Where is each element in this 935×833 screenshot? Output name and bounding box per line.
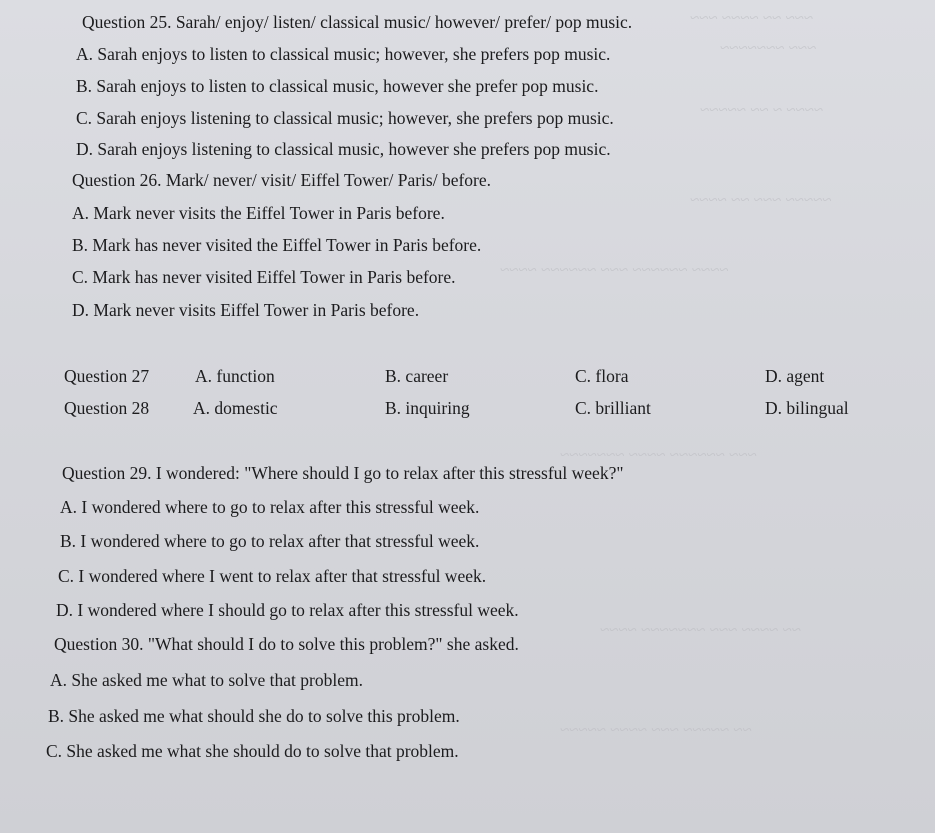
question-29-option-c: C. I wondered where I went to relax after that stressful week. (58, 566, 487, 586)
question-27-option-a: A. function (195, 366, 275, 386)
question-30-option-a: A. She asked me what to solve that problem. (50, 670, 363, 690)
bleed-through: ~~~~ ~~~~~~ ~~~ ~~~~~~ ~~~~ (500, 260, 729, 279)
question-27-option-b: B. career (385, 366, 449, 386)
question-27-option-c: C. flora (575, 366, 629, 386)
bleed-through: ~~ ~~~~ ~~~ ~~~~~~~ ~~~~ (600, 620, 801, 639)
question-28-option-d: D. bilingual (765, 398, 849, 418)
bleed-through: ~~~~ ~ ~~ ~~~~~ (700, 100, 824, 119)
question-28-option-a: A. domestic (193, 398, 278, 418)
bleed-through: ~~~ ~~~~~~ ~~~~ ~~~~~~~ (560, 445, 757, 464)
question-28-option-c: C. brilliant (575, 398, 651, 418)
question-30-option-c: C. She asked me what she should do to solve that problem. (46, 741, 459, 761)
question-25-option-b: B. Sarah enjoys to listen to classical music, however she prefer pop music. (76, 76, 599, 96)
question-25-option-a: A. Sarah enjoys to listen to classical music; however, she prefers pop music. (76, 44, 611, 64)
question-27-option-d: D. agent (765, 366, 825, 386)
question-25-option-c: C. Sarah enjoys listening to classical music; however, she prefers pop music. (76, 108, 614, 128)
question-28-option-b: B. inquiring (385, 398, 470, 418)
bleed-through: ~~~ ~~ ~~~~ ~~~ (690, 8, 814, 27)
bleed-through: ~~~~~ ~~~ ~~ ~~~~ (690, 190, 832, 209)
question-25-stem: Question 25. Sarah/ enjoy/ listen/ classical music/ however/ prefer/ pop music. (82, 12, 633, 32)
question-26-option-c: C. Mark has never visited Eiffel Tower in Paris before. (72, 267, 456, 287)
bleed-through: ~~ ~~~~~ ~~~ ~~~~ ~~~~~ (560, 720, 752, 739)
question-26-option-a: A. Mark never visits the Eiffel Tower in Paris before. (72, 203, 445, 223)
question-27-label: Question 27 (64, 366, 150, 386)
bleed-through: ~~~ ~~~~~~~ (720, 38, 817, 57)
question-26-stem: Question 26. Mark/ never/ visit/ Eiffel Tower/ Paris/ before. (72, 170, 492, 190)
question-29-stem: Question 29. I wondered: "Where should I go to relax after this stressful week?" (62, 463, 624, 483)
question-29-option-d: D. I wondered where I should go to relax after this stressful week. (56, 600, 519, 620)
question-29-option-a: A. I wondered where to go to relax after this stressful week. (60, 497, 480, 517)
question-30-option-b: B. She asked me what should she do to solve this problem. (48, 706, 460, 726)
question-30-stem: Question 30. "What should I do to solve this problem?" she asked. (54, 634, 519, 654)
question-29-option-b: B. I wondered where to go to relax after that stressful week. (60, 531, 480, 551)
question-28-label: Question 28 (64, 398, 150, 418)
question-25-option-d: D. Sarah enjoys listening to classical music, however she prefers pop music. (76, 139, 611, 159)
question-26-option-b: B. Mark has never visited the Eiffel Tower in Paris before. (72, 235, 482, 255)
question-26-option-d: D. Mark never visits Eiffel Tower in Paris before. (72, 300, 420, 320)
